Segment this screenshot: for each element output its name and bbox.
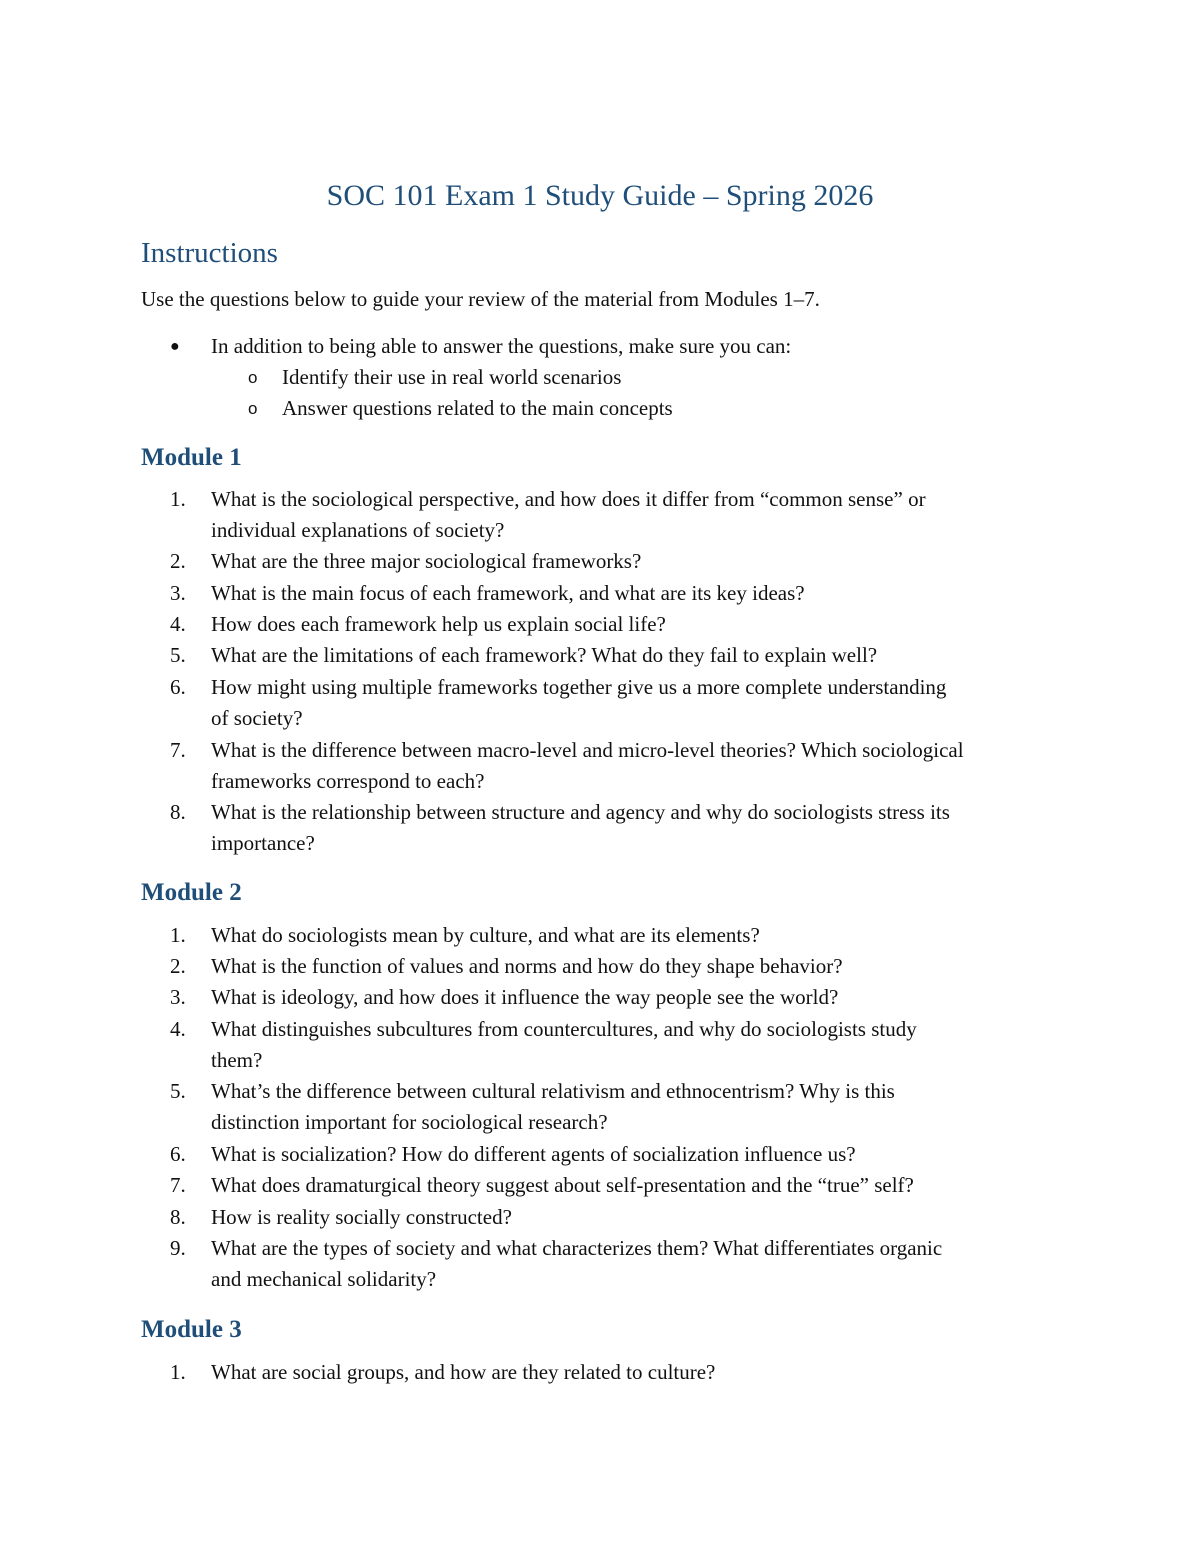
question-number: 1.	[170, 487, 186, 511]
module-2-heading: Module 2	[141, 879, 242, 906]
module-1-heading: Module 1	[141, 444, 242, 471]
question-text: What are social groups, and how are they related to culture?	[211, 1360, 716, 1384]
question-text: What does dramaturgical theory suggest about self-presentation and the “true” self?	[211, 1173, 914, 1197]
question-line: What distinguishes subcultures from countercultures, and why do sociologists study	[211, 1017, 917, 1041]
document-title: SOC 101 Exam 1 Study Guide – Spring 2026	[326, 179, 874, 212]
question-text	[211, 1233, 1061, 1295]
question-number: 4.	[170, 612, 186, 636]
question-number: 9.	[170, 1236, 186, 1260]
question-text: What are the limitations of each framework? What do they fail to explain well?	[211, 643, 878, 667]
question-line: What’s the difference between cultural relativism and ethnocentrism? Why is this	[211, 1079, 895, 1103]
question-number: 8.	[170, 1205, 186, 1229]
question-number: 6.	[170, 1142, 186, 1166]
question-number: 7.	[170, 738, 186, 762]
question-number: 2.	[170, 549, 186, 573]
question-line: importance?	[211, 831, 315, 855]
question-text: What do sociologists mean by culture, and what are its elements?	[211, 923, 760, 947]
question-line: What is the difference between macro-level and micro-level theories? Which sociological	[211, 738, 964, 762]
question-number: 3.	[170, 581, 186, 605]
question-text	[211, 672, 1061, 734]
question-line: of society?	[211, 706, 303, 730]
question-text: How is reality socially constructed?	[211, 1205, 512, 1229]
question-line: distinction important for sociological research?	[211, 1110, 608, 1134]
question-text	[211, 484, 1061, 546]
question-number: 5.	[170, 643, 186, 667]
question-text	[211, 797, 1061, 859]
question-text: What are the three major sociological frameworks?	[211, 549, 642, 573]
question-text: What is the main focus of each framework, and what are its key ideas?	[211, 581, 805, 605]
question-text: What is ideology, and how does it influence the way people see the world?	[211, 985, 839, 1009]
question-number: 8.	[170, 800, 186, 824]
question-line: What is the relationship between structure and agency and why do sociologists stress its	[211, 800, 950, 824]
question-text: What is socialization? How do different agents of socialization influence us?	[211, 1142, 856, 1166]
question-text	[211, 1014, 1061, 1076]
question-line: and mechanical solidarity?	[211, 1267, 437, 1291]
question-text	[211, 1076, 1061, 1138]
question-number: 2.	[170, 954, 186, 978]
question-number: 4.	[170, 1017, 186, 1041]
question-text: How does each framework help us explain social life?	[211, 612, 666, 636]
module-3-heading: Module 3	[141, 1316, 242, 1343]
question-number: 6.	[170, 675, 186, 699]
circle-bullet-icon: o	[248, 368, 258, 387]
question-line: them?	[211, 1048, 263, 1072]
question-line: What is the sociological perspective, and how does it differ from “common sense” or	[211, 487, 926, 511]
question-line: frameworks correspond to each?	[211, 769, 485, 793]
question-line: How might using multiple frameworks together give us a more complete understanding	[211, 675, 947, 699]
question-line: What are the types of society and what characterizes them? What differentiates organic	[211, 1236, 943, 1260]
bullet-icon: ●	[170, 338, 180, 355]
sub-bullet-text: Answer questions related to the main concepts	[282, 396, 673, 420]
circle-bullet-icon: o	[248, 399, 258, 418]
question-number: 1.	[170, 1360, 186, 1384]
sub-bullet-text: Identify their use in real world scenarios	[282, 365, 622, 389]
question-text	[211, 735, 1061, 797]
question-number: 5.	[170, 1079, 186, 1103]
question-number: 1.	[170, 923, 186, 947]
instructions-heading: Instructions	[141, 237, 278, 269]
question-number: 3.	[170, 985, 186, 1009]
instructions-bullet-text: In addition to being able to answer the questions, make sure you can:	[211, 334, 792, 358]
instructions-intro: Use the questions below to guide your review of the material from Modules 1–7.	[141, 287, 820, 311]
question-number: 7.	[170, 1173, 186, 1197]
question-text: What is the function of values and norms and how do they shape behavior?	[211, 954, 843, 978]
question-line: individual explanations of society?	[211, 518, 505, 542]
